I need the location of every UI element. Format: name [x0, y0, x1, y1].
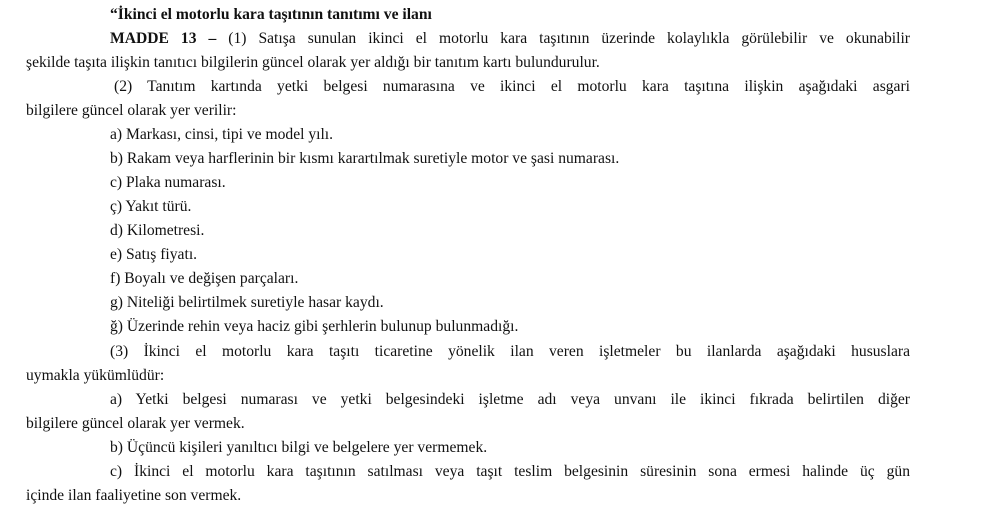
list-item: b) Rakam veya harflerinin bir kısmı karartılmak suretiyle motor ve şasi numarası. [110, 150, 620, 167]
list-item: e) Satış fiyatı. [110, 246, 198, 263]
paragraph-3c-line-1: c) İkinci el motorlu kara taşıtının satılması veya taşıt teslim belgesinin süresinin sona ermesi halinde üç gün [110, 463, 910, 480]
paragraph-3a-line-2: bilgilere güncel olarak yer vermek. [26, 415, 245, 432]
paragraph-3a-line-1: a) Yetki belgesi numarası ve yetki belgesindeki işletme adı veya unvanı ile ikinci fıkrada belirtilen diğer [110, 391, 910, 408]
paragraph-1-line-1: (1) Satışa sunulan ikinci el motorlu kara taşıtının üzerinde kolaylıkla görülebilir ve okunabilir [228, 30, 911, 47]
paragraph-1-line-2: şekilde taşıta ilişkin tanıtıcı bilgilerin güncel olarak yer aldığı bir tanıtım kartı bulundurulur. [26, 54, 600, 71]
list-item: d) Kilometresi. [110, 222, 205, 239]
list-item: g) Niteliği belirtilmek suretiyle hasar kaydı. [110, 294, 384, 311]
paragraph-2-line-2: bilgilere güncel olarak yer verilir: [26, 102, 237, 119]
list-item: c) Plaka numarası. [110, 174, 226, 191]
article-label: MADDE 13 – [110, 30, 217, 47]
list-item: a) Markası, cinsi, tipi ve model yılı. [110, 126, 334, 143]
paragraph-3c-line-2: içinde ilan faaliyetine son vermek. [26, 487, 242, 504]
list-item: f) Boyalı ve değişen parçaları. [110, 270, 299, 287]
paragraph-3-line-1: (3) İkinci el motorlu kara taşıtı ticaretine yönelik ilan veren işletmeler bu ilanlarda aşağıdaki hususlara [110, 343, 910, 360]
list-item: ç) Yakıt türü. [110, 198, 192, 215]
paragraph-3-line-2: uymakla yükümlüdür: [26, 367, 165, 384]
paragraph-3b: b) Üçüncü kişileri yanıltıcı bilgi ve belgelere yer vermemek. [110, 439, 488, 456]
document-page [26, 0, 910, 510]
heading-text: “İkinci el motorlu kara taşıtının tanıtımı ve ilanı [110, 6, 432, 23]
paragraph-2-line-1: (2) Tanıtım kartında yetki belgesi numarasına ve ikinci el motorlu kara taşıtına ilişkin aşağıdaki asgari [114, 78, 910, 95]
section-heading [110, 3, 910, 27]
list-item: ğ) Üzerinde rehin veya haciz gibi şerhlerin bulunup bulunmadığı. [110, 318, 519, 335]
article-first-line [110, 27, 910, 51]
